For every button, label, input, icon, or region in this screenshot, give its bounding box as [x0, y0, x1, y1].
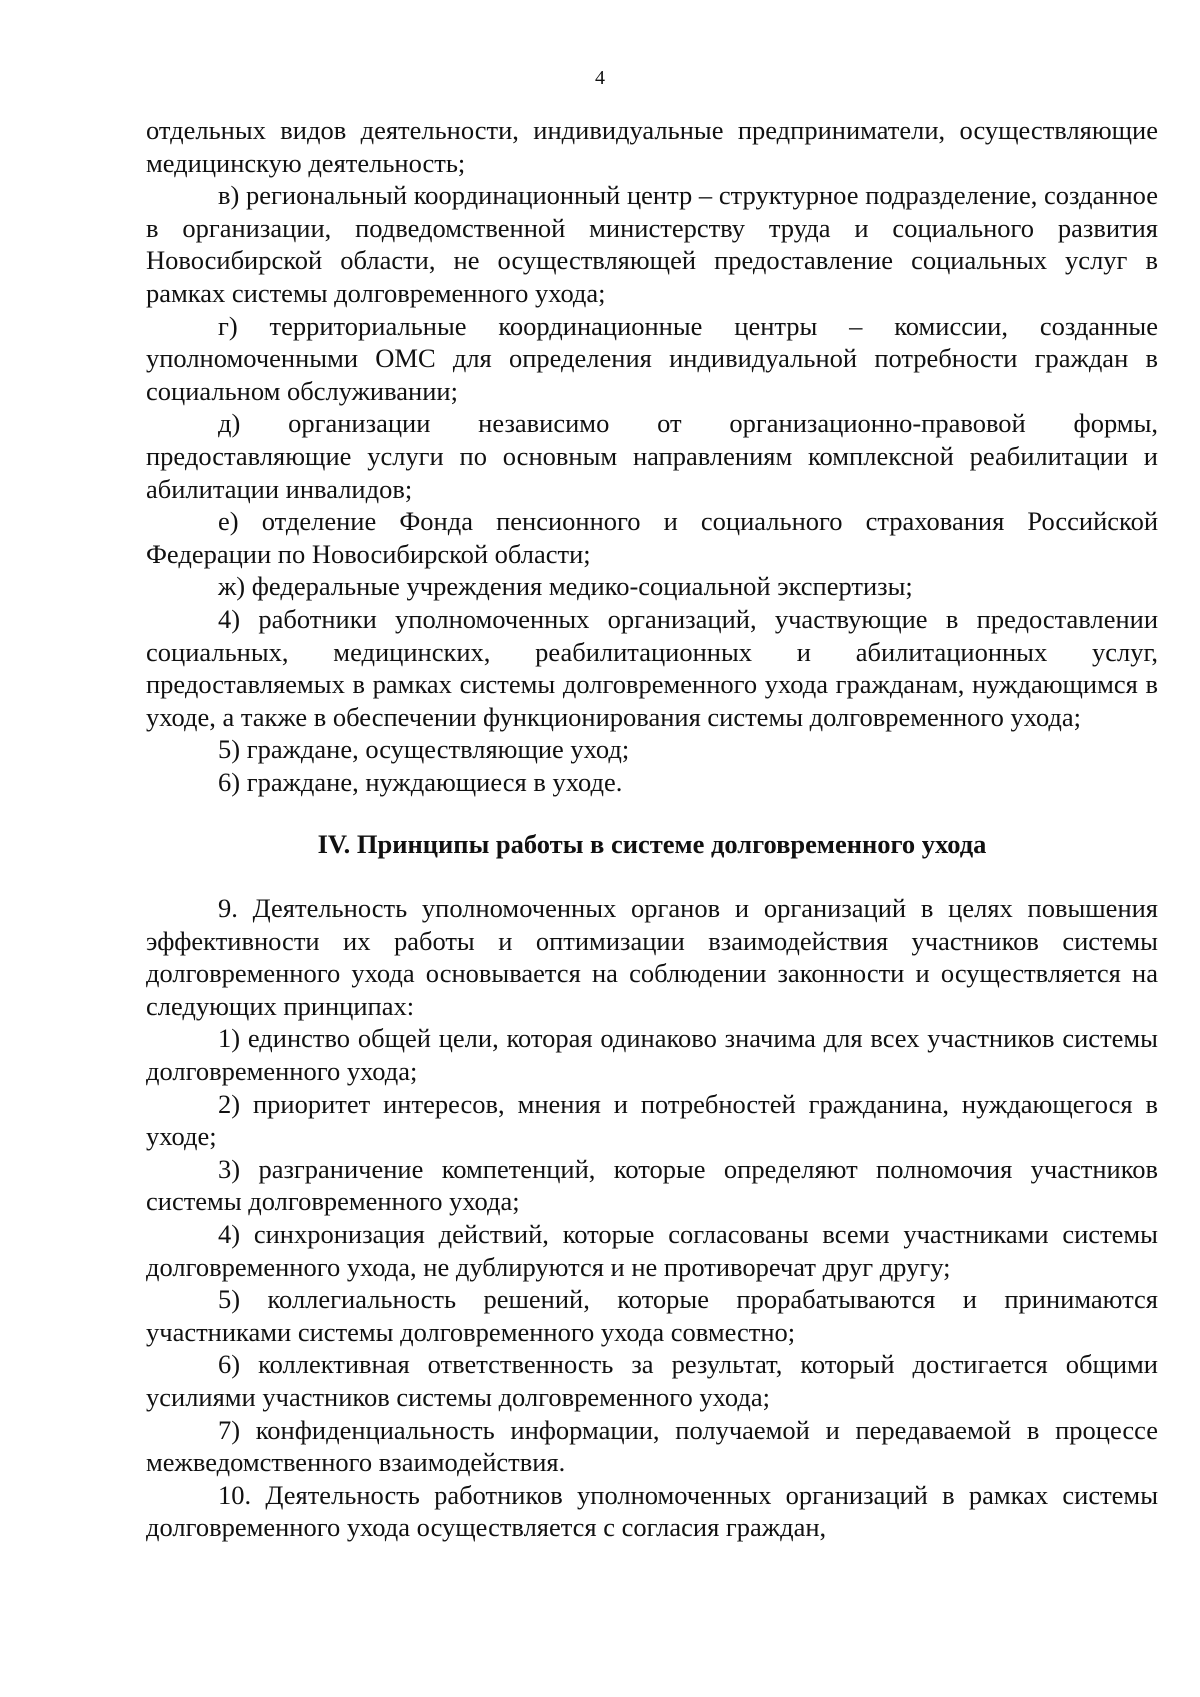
paragraph-continuation: отдельных видов деятельности, индивидуальные предприниматели, осуществляющие медицинскую деятельность;	[146, 115, 1158, 178]
list-item-e: е) отделение Фонда пенсионного и социального страхования Российской Федерации по Новосибирской области;	[146, 506, 1158, 569]
list-item-zh: ж) федеральные учреждения медико-социальной экспертизы;	[218, 571, 913, 602]
page-number: 4	[595, 67, 605, 89]
principle-1: 1) единство общей цели, которая одинаково значима для всех участников системы долговременного ухода;	[146, 1023, 1158, 1087]
list-item-6: 6) граждане, нуждающиеся в уходе.	[218, 766, 623, 797]
paragraph-9: 9. Деятельность уполномоченных органов и организаций в целях повышения эффективности их работы и оптимизации взаимодействия участников системы долговременного ухода основывается на соблюдении законности и осуществляется на следующих принципах:	[146, 893, 1158, 1021]
principle-7: 7) конфиденциальность информации, получаемой и передаваемой в процессе межведомственного взаимодействия.	[146, 1414, 1158, 1478]
list-item-v: в) региональный координационный центр – структурное подразделение, созданное в организации, подведомственной министерству труда и социального развития Новосибирской области, не осуществляющей предоставление социальных услуг в рамках системы долговременного ухода;	[146, 180, 1158, 308]
principle-4: 4) синхронизация действий, которые согласованы всеми участниками системы долговременного ухода, не дублируются и не противоречат друг другу;	[146, 1219, 1158, 1282]
list-item-d: д) организации независимо от организационно-правовой формы, предоставляющие услуги по основным направлениям комплексной реабилитации и абилитации инвалидов;	[146, 408, 1158, 504]
principle-2: 2) приоритет интересов, мнения и потребностей гражданина, нуждающегося в уходе;	[146, 1088, 1158, 1152]
principle-5: 5) коллегиальность решений, которые прорабатываются и принимаются участниками системы долговременного ухода совместно;	[146, 1284, 1158, 1347]
list-item-g: г) территориальные координационные центры – комиссии, созданные уполномоченными ОМС для определения индивидуальной потребности граждан в социальном обслуживании;	[146, 310, 1158, 406]
principle-3: 3) разграничение компетенций, которые определяют полномочия участников системы долговременного ухода;	[146, 1153, 1158, 1217]
section-heading: IV. Принципы работы в системе долговременного ухода	[317, 829, 987, 860]
document-body	[146, 114, 1158, 1544]
principle-6: 6) коллективная ответственность за результат, который достигается общими усилиями участников системы долговременного ухода;	[146, 1349, 1158, 1412]
list-item-4: 4) работники уполномоченных организаций, участвующие в предоставлении социальных, медицинских, реабилитационных и абилитационных услуг, предоставляемых в рамках системы долговременного ухода гражданам, нуждающимся в уходе, а также в обеспечении функционирования системы долговременного ухода;	[146, 603, 1158, 732]
paragraph-10: 10. Деятельность работников уполномоченных организаций в рамках системы долговременного ухода осуществляется с согласия граждан,	[146, 1479, 1158, 1543]
list-item-5: 5) граждане, осуществляющие уход;	[218, 734, 630, 765]
